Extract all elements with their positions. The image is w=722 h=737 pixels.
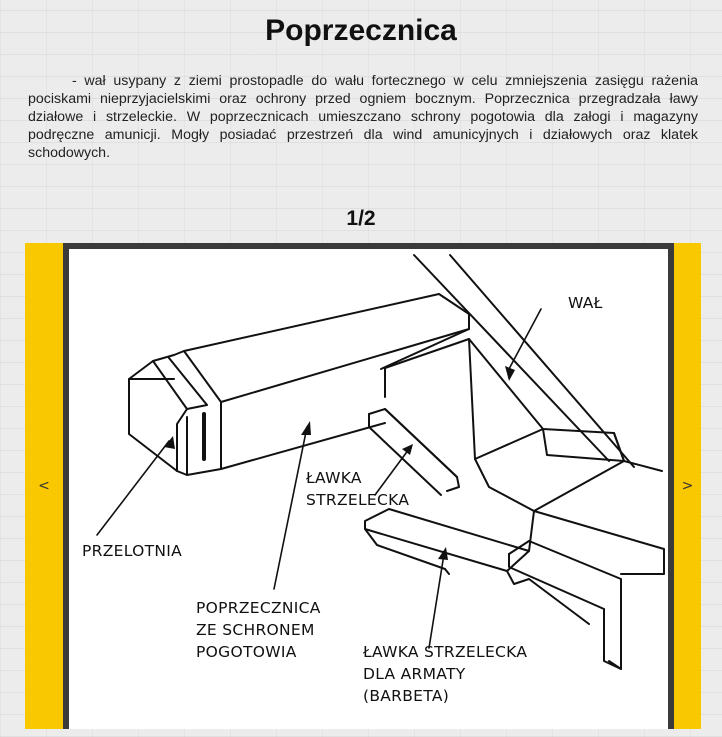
image-gallery	[25, 243, 701, 729]
label-poprzecznica-line3: POGOTOWIA	[196, 643, 297, 661]
page-description: - wał usypany z ziemi prostopadle do wału fortecznego w celu zmniejszenia zasięgu rażenia pociskami nieprzyjacielskimi oraz ochrony przed ogniem bocznym. Poprzecznica przegradzała ławy działowe i strzeleckie. W poprzecznicach umieszczano schrony pogotowia dla załogi i magazyny podręczne amunicji. Mogły posiadać przestrzeń dla wind amunicyjnych i działowych oraz klatek schodowych.	[28, 73, 698, 161]
label-barbeta-line1: ŁAWKA STRZELECKA	[363, 643, 528, 661]
prev-button[interactable]: <	[25, 243, 63, 729]
gallery-frame	[63, 243, 674, 729]
label-lawka-line1: ŁAWKA	[306, 469, 362, 487]
label-barbeta-line3: (BARBETA)	[363, 687, 450, 705]
label-barbeta-line2: DLA ARMATY	[363, 665, 466, 683]
label-poprzecznica-line1: POPRZECZNICA	[196, 599, 321, 617]
label-poprzecznica-line2: ZE SCHRONEM	[196, 621, 315, 639]
fortification-diagram	[69, 249, 668, 729]
label-lawka-line2: STRZELECKA	[306, 491, 410, 509]
label-przelotnia: PRZELOTNIA	[82, 542, 183, 560]
page-title: Poprzecznica	[265, 14, 457, 47]
label-wal: WAŁ	[568, 294, 603, 312]
gallery-counter: 1/2	[346, 207, 376, 230]
next-button[interactable]: >	[674, 243, 701, 729]
